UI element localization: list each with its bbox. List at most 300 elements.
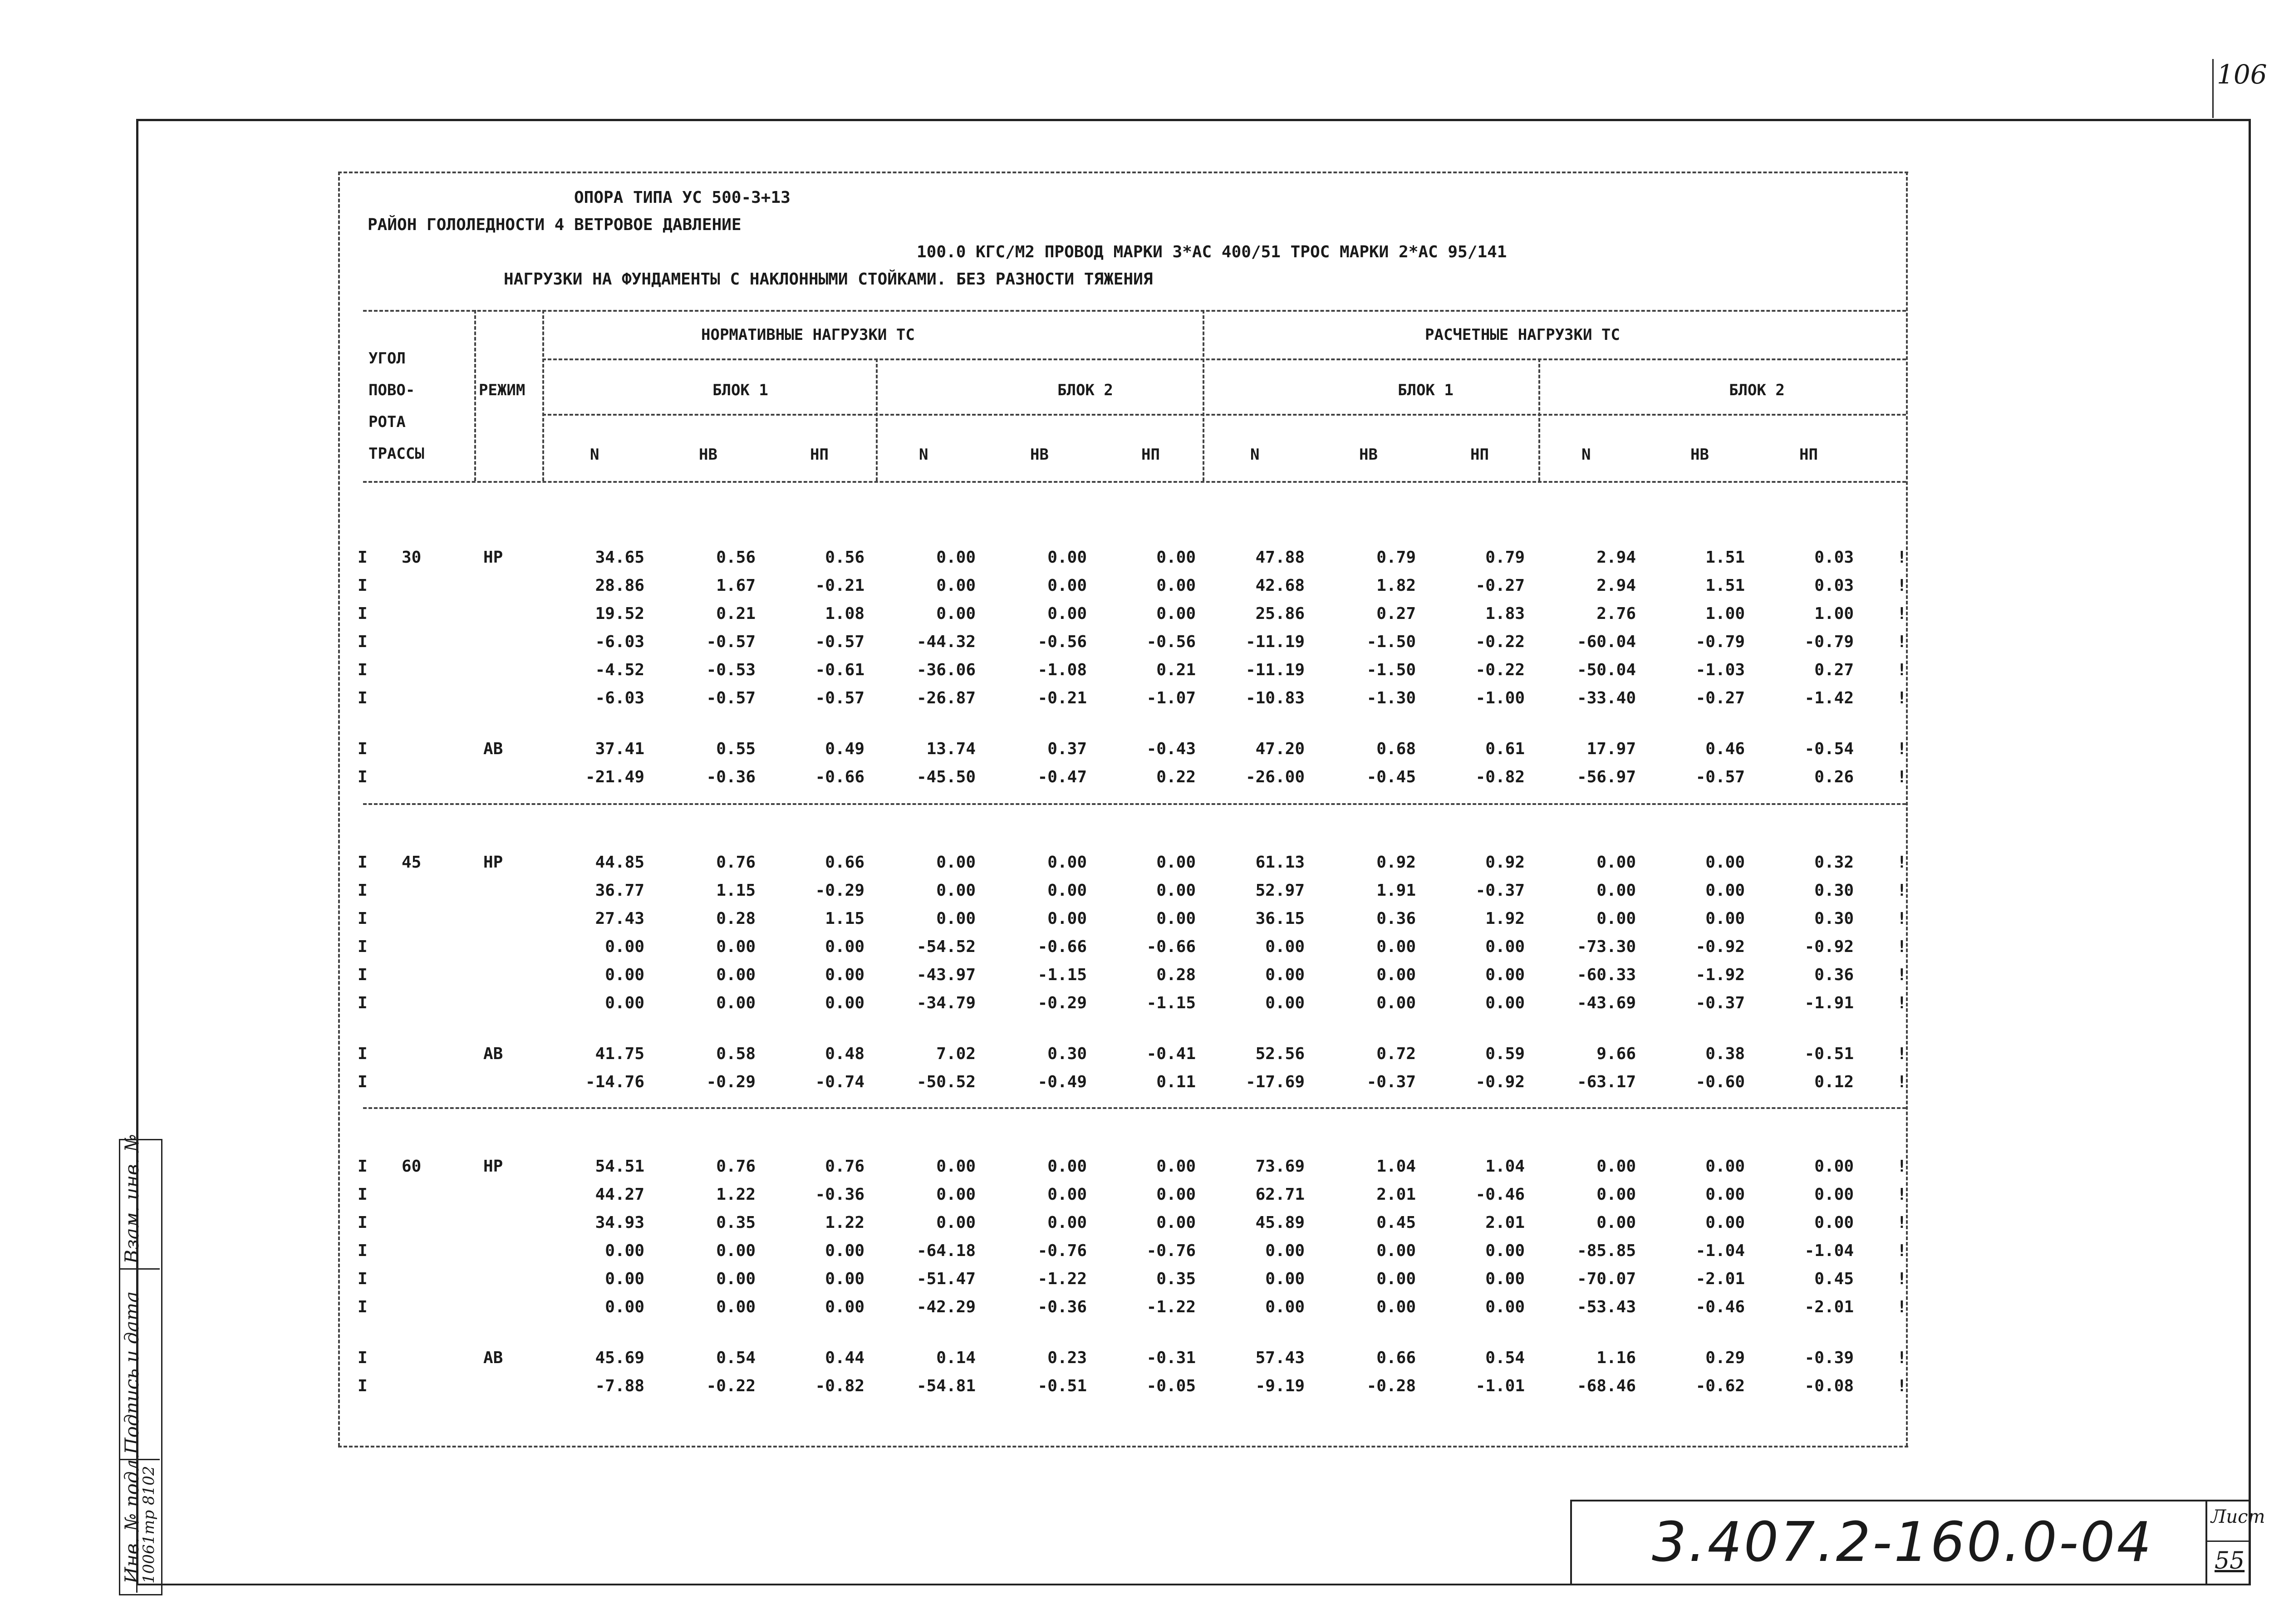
mode-value: АВ bbox=[483, 1045, 503, 1063]
row-left-bar: I bbox=[358, 548, 368, 567]
table-cell: 34.65 bbox=[595, 548, 644, 567]
table-cell: 0.00 bbox=[716, 1298, 756, 1316]
table-cell: 0.14 bbox=[936, 1349, 976, 1367]
table-cell: 0.54 bbox=[716, 1349, 756, 1367]
table-cell: 0.00 bbox=[1047, 881, 1087, 900]
table-cell: -1.03 bbox=[1695, 661, 1745, 679]
table-cell: 2.94 bbox=[1596, 576, 1636, 595]
table-cell: -0.29 bbox=[815, 881, 864, 900]
sub-col-1: N bbox=[590, 446, 599, 464]
table-cell: 0.00 bbox=[1376, 1298, 1416, 1316]
table-cell: -1.91 bbox=[1804, 994, 1854, 1012]
table-cell: 0.00 bbox=[936, 1213, 976, 1232]
table-cell: 0.00 bbox=[1047, 853, 1087, 872]
table-cell: 0.00 bbox=[1047, 1213, 1087, 1232]
table-cell: 25.86 bbox=[1255, 604, 1305, 623]
table-cell: -0.22 bbox=[1475, 633, 1525, 651]
row-right-bar: ! bbox=[1897, 1185, 1907, 1204]
table-cell: 0.48 bbox=[825, 1045, 864, 1063]
table-cell: -6.03 bbox=[595, 689, 644, 707]
table-cell: 1.92 bbox=[1485, 909, 1525, 928]
table-cell: 0.00 bbox=[716, 966, 756, 984]
table-cell: 41.75 bbox=[595, 1045, 644, 1063]
row-right-bar: ! bbox=[1897, 1349, 1907, 1367]
table-cell: -1.42 bbox=[1804, 689, 1854, 707]
table-cell: -0.66 bbox=[1037, 937, 1087, 956]
table-cell: 1.83 bbox=[1485, 604, 1525, 623]
table-cell: 0.00 bbox=[1047, 576, 1087, 595]
table-cell: 0.00 bbox=[716, 1241, 756, 1260]
table-cell: 0.00 bbox=[1376, 1241, 1416, 1260]
table-cell: 52.56 bbox=[1255, 1045, 1305, 1063]
row-right-bar: ! bbox=[1897, 1213, 1907, 1232]
table-cell: -21.49 bbox=[585, 768, 644, 786]
table-cell: -0.60 bbox=[1695, 1073, 1745, 1091]
table-cell: -60.33 bbox=[1577, 966, 1636, 984]
table-cell: 0.00 bbox=[825, 966, 864, 984]
row-right-bar: ! bbox=[1897, 548, 1907, 567]
angle-value: 60 bbox=[402, 1157, 422, 1176]
table-cell: 0.00 bbox=[1156, 1213, 1196, 1232]
table-cell: 0.00 bbox=[1814, 1157, 1854, 1176]
table-cell: 57.43 bbox=[1255, 1349, 1305, 1367]
table-cell: 0.37 bbox=[1047, 740, 1087, 758]
side-stamp-line bbox=[119, 1268, 160, 1270]
table-cell: 1.00 bbox=[1705, 604, 1745, 623]
mode-value: АВ bbox=[483, 1349, 503, 1367]
row-right-bar: ! bbox=[1897, 1073, 1907, 1091]
table-cell: 0.44 bbox=[825, 1349, 864, 1367]
table-cell: 0.00 bbox=[1265, 994, 1305, 1012]
table-cell: -6.03 bbox=[595, 633, 644, 651]
row-left-bar: I bbox=[358, 909, 368, 928]
row-left-bar: I bbox=[358, 1073, 368, 1091]
table-cell: 0.00 bbox=[1156, 1157, 1196, 1176]
table-cell: 1.04 bbox=[1376, 1157, 1416, 1176]
header-rule-3 bbox=[542, 414, 1906, 416]
table-cell: 45.89 bbox=[1255, 1213, 1305, 1232]
row-left-bar: I bbox=[358, 1377, 368, 1395]
table-cell: -2.01 bbox=[1804, 1298, 1854, 1316]
table-cell: 52.97 bbox=[1255, 881, 1305, 900]
col-angle-line-2: ПОВО- bbox=[368, 381, 415, 399]
sub-col-5: НВ bbox=[1030, 446, 1049, 464]
table-cell: -1.50 bbox=[1366, 661, 1416, 679]
table-cell: -70.07 bbox=[1577, 1270, 1636, 1288]
table-cell: -0.43 bbox=[1146, 740, 1196, 758]
table-cell: -0.79 bbox=[1695, 633, 1745, 651]
table-cell: -0.36 bbox=[706, 768, 756, 786]
row-left-bar: I bbox=[358, 1157, 368, 1176]
header-col-sep-2 bbox=[542, 310, 544, 481]
table-cell: 47.88 bbox=[1255, 548, 1305, 567]
header-bottom-rule bbox=[363, 481, 1906, 483]
frame-right-border bbox=[2249, 119, 2251, 1585]
table-cell: 0.76 bbox=[716, 853, 756, 872]
table-cell: 36.15 bbox=[1255, 909, 1305, 928]
table-cell: 1.51 bbox=[1705, 576, 1745, 595]
table-cell: -36.06 bbox=[916, 661, 976, 679]
table-cell: -4.52 bbox=[595, 661, 644, 679]
table-cell: 0.92 bbox=[1376, 853, 1416, 872]
row-right-bar: ! bbox=[1897, 937, 1907, 956]
table-cell: -11.19 bbox=[1245, 661, 1305, 679]
side-stamp-inv-label: Инв. № подл. bbox=[121, 1453, 143, 1584]
sub-col-7: N bbox=[1250, 446, 1260, 464]
table-cell: 0.00 bbox=[1047, 909, 1087, 928]
table-cell: 0.00 bbox=[1596, 1213, 1636, 1232]
table-cell: 0.68 bbox=[1376, 740, 1416, 758]
sheet-box-divider bbox=[2205, 1541, 2249, 1542]
table-cell: -14.76 bbox=[585, 1073, 644, 1091]
table-cell: -0.54 bbox=[1804, 740, 1854, 758]
table-cell: 0.45 bbox=[1376, 1213, 1416, 1232]
row-left-bar: I bbox=[358, 1185, 368, 1204]
col-normative-block-1: БЛОК 1 bbox=[712, 381, 768, 399]
table-cell: 0.38 bbox=[1705, 1045, 1745, 1063]
row-right-bar: ! bbox=[1897, 966, 1907, 984]
table-cell: 0.29 bbox=[1705, 1349, 1745, 1367]
table-cell: -45.50 bbox=[916, 768, 976, 786]
table-cell: 0.79 bbox=[1376, 548, 1416, 567]
table-cell: 1.16 bbox=[1596, 1349, 1636, 1367]
table-cell: 0.00 bbox=[605, 937, 644, 956]
table-cell: 0.00 bbox=[1156, 604, 1196, 623]
table-cell: -0.74 bbox=[815, 1073, 864, 1091]
table-cell: -51.47 bbox=[916, 1270, 976, 1288]
table-cell: 0.00 bbox=[936, 909, 976, 928]
table-cell: 0.59 bbox=[1485, 1045, 1525, 1063]
table-cell: 0.00 bbox=[1705, 853, 1745, 872]
document-code: 3.407.2-160.0-04 bbox=[1652, 1511, 2153, 1574]
table-cell: 0.00 bbox=[1265, 1270, 1305, 1288]
table-cell: -0.08 bbox=[1804, 1377, 1854, 1395]
table-cell: -85.85 bbox=[1577, 1241, 1636, 1260]
table-cell: 0.00 bbox=[1156, 881, 1196, 900]
table-cell: -0.92 bbox=[1695, 937, 1745, 956]
table-cell: 1.04 bbox=[1485, 1157, 1525, 1176]
table-cell: 0.00 bbox=[1705, 1213, 1745, 1232]
table-cell: 0.56 bbox=[716, 548, 756, 567]
printout-bottom-rule bbox=[338, 1446, 1908, 1447]
table-cell: -0.22 bbox=[1475, 661, 1525, 679]
table-cell: -1.01 bbox=[1475, 1377, 1525, 1395]
table-cell: -44.32 bbox=[916, 633, 976, 651]
table-cell: 0.00 bbox=[1376, 994, 1416, 1012]
table-cell: -54.81 bbox=[916, 1377, 976, 1395]
table-cell: -0.31 bbox=[1146, 1349, 1196, 1367]
table-cell: -0.66 bbox=[815, 768, 864, 786]
table-cell: -0.56 bbox=[1146, 633, 1196, 651]
side-stamp-sign-label: Подпись и дата bbox=[121, 1291, 143, 1454]
table-cell: 0.03 bbox=[1814, 576, 1854, 595]
row-right-bar: ! bbox=[1897, 576, 1907, 595]
table-cell: -54.52 bbox=[916, 937, 976, 956]
table-cell: 0.00 bbox=[825, 994, 864, 1012]
col-angle-line-3: РОТА bbox=[368, 413, 406, 431]
table-cell: 73.69 bbox=[1255, 1157, 1305, 1176]
table-cell: 0.12 bbox=[1814, 1073, 1854, 1091]
table-cell: -0.92 bbox=[1475, 1073, 1525, 1091]
angle-value: 45 bbox=[402, 853, 422, 872]
table-cell: 0.92 bbox=[1485, 853, 1525, 872]
table-cell: 0.00 bbox=[1485, 994, 1525, 1012]
side-stamp-replace-label: Взам. инв. № bbox=[121, 1134, 143, 1264]
table-cell: 0.21 bbox=[716, 604, 756, 623]
table-cell: -0.22 bbox=[706, 1377, 756, 1395]
printout-left-rule bbox=[338, 172, 340, 1447]
table-cell: 0.00 bbox=[936, 1157, 976, 1176]
table-cell: 0.00 bbox=[1156, 853, 1196, 872]
table-cell: 0.00 bbox=[1485, 937, 1525, 956]
table-cell: -56.97 bbox=[1577, 768, 1636, 786]
table-cell: -50.52 bbox=[916, 1073, 976, 1091]
angle-value: 30 bbox=[402, 548, 422, 567]
table-cell: 0.00 bbox=[936, 548, 976, 567]
table-cell: -1.15 bbox=[1146, 994, 1196, 1012]
table-cell: -26.87 bbox=[916, 689, 976, 707]
row-right-bar: ! bbox=[1897, 881, 1907, 900]
table-cell: -11.19 bbox=[1245, 633, 1305, 651]
table-cell: 0.00 bbox=[1156, 576, 1196, 595]
table-cell: 0.76 bbox=[716, 1157, 756, 1176]
table-cell: -0.51 bbox=[1037, 1377, 1087, 1395]
header-region: РАЙОН ГОЛОЛЕДНОСТИ 4 ВЕТРОВОЕ ДАВЛЕНИЕ bbox=[368, 216, 742, 234]
header-col-sep-4 bbox=[876, 358, 878, 481]
mode-value: НР bbox=[483, 548, 503, 567]
row-left-bar: I bbox=[358, 1045, 368, 1063]
table-cell: 0.28 bbox=[1156, 966, 1196, 984]
table-cell: 61.13 bbox=[1255, 853, 1305, 872]
row-left-bar: I bbox=[358, 633, 368, 651]
table-cell: 0.00 bbox=[1047, 1157, 1087, 1176]
row-left-bar: I bbox=[358, 1213, 368, 1232]
table-cell: 0.03 bbox=[1814, 548, 1854, 567]
table-cell: -0.05 bbox=[1146, 1377, 1196, 1395]
row-left-bar: I bbox=[358, 994, 368, 1012]
table-cell: -0.57 bbox=[706, 689, 756, 707]
row-left-bar: I bbox=[358, 1270, 368, 1288]
table-cell: -1.22 bbox=[1146, 1298, 1196, 1316]
table-cell: -53.43 bbox=[1577, 1298, 1636, 1316]
row-right-bar: ! bbox=[1897, 909, 1907, 928]
table-cell: 0.27 bbox=[1376, 604, 1416, 623]
row-left-bar: I bbox=[358, 740, 368, 758]
table-cell: -10.83 bbox=[1245, 689, 1305, 707]
table-cell: 1.91 bbox=[1376, 881, 1416, 900]
page-number-tick bbox=[2212, 59, 2214, 118]
table-cell: 13.74 bbox=[926, 740, 976, 758]
table-cell: 0.00 bbox=[1376, 1270, 1416, 1288]
table-cell: 54.51 bbox=[595, 1157, 644, 1176]
page-number: 106 bbox=[2217, 59, 2267, 90]
table-cell: 0.54 bbox=[1485, 1349, 1525, 1367]
header-col-sep-3 bbox=[1203, 310, 1204, 481]
table-cell: 0.22 bbox=[1156, 768, 1196, 786]
table-cell: -0.57 bbox=[815, 689, 864, 707]
group-separator-1 bbox=[363, 803, 1906, 805]
row-right-bar: ! bbox=[1897, 1157, 1907, 1176]
table-cell: 0.56 bbox=[825, 548, 864, 567]
table-cell: 0.00 bbox=[1705, 909, 1745, 928]
table-cell: 0.28 bbox=[716, 909, 756, 928]
sub-col-11: НВ bbox=[1690, 446, 1709, 464]
table-cell: -0.46 bbox=[1475, 1185, 1525, 1204]
sub-col-8: НВ bbox=[1359, 446, 1378, 464]
table-cell: -0.37 bbox=[1695, 994, 1745, 1012]
col-mode: РЕЖИМ bbox=[479, 381, 526, 399]
table-cell: 1.00 bbox=[1814, 604, 1854, 623]
table-cell: 0.30 bbox=[1814, 909, 1854, 928]
sub-col-3: НП bbox=[810, 446, 829, 464]
table-cell: -0.76 bbox=[1146, 1241, 1196, 1260]
col-design-loads: РАСЧЕТНЫЕ НАГРУЗКИ ТС bbox=[1425, 326, 1620, 344]
table-cell: 47.20 bbox=[1255, 740, 1305, 758]
col-angle-line-4: ТРАССЫ bbox=[368, 445, 424, 463]
table-cell: 37.41 bbox=[595, 740, 644, 758]
header-support-type: ОПОРА ТИПА УС 500-3+13 bbox=[574, 188, 791, 207]
table-cell: -63.17 bbox=[1577, 1073, 1636, 1091]
printout-top-rule bbox=[338, 172, 1908, 173]
table-cell: 0.27 bbox=[1814, 661, 1854, 679]
table-cell: -0.82 bbox=[815, 1377, 864, 1395]
table-cell: 0.00 bbox=[1376, 937, 1416, 956]
table-cell: 0.00 bbox=[825, 1270, 864, 1288]
row-left-bar: I bbox=[358, 689, 368, 707]
table-cell: -60.04 bbox=[1577, 633, 1636, 651]
table-cell: -1.04 bbox=[1804, 1241, 1854, 1260]
table-cell: 0.00 bbox=[1047, 604, 1087, 623]
table-cell: -0.76 bbox=[1037, 1241, 1087, 1260]
table-cell: -1.04 bbox=[1695, 1241, 1745, 1260]
table-cell: 1.15 bbox=[825, 909, 864, 928]
table-cell: 0.00 bbox=[716, 994, 756, 1012]
table-cell: 19.52 bbox=[595, 604, 644, 623]
table-cell: 0.26 bbox=[1814, 768, 1854, 786]
table-cell: -0.27 bbox=[1695, 689, 1745, 707]
table-cell: -43.97 bbox=[916, 966, 976, 984]
table-cell: 0.66 bbox=[1376, 1349, 1416, 1367]
table-cell: 0.72 bbox=[1376, 1045, 1416, 1063]
table-cell: -1.15 bbox=[1037, 966, 1087, 984]
table-cell: 0.00 bbox=[1596, 881, 1636, 900]
table-cell: 0.00 bbox=[825, 937, 864, 956]
table-cell: 0.76 bbox=[825, 1157, 864, 1176]
table-cell: 0.30 bbox=[1814, 881, 1854, 900]
table-cell: -0.79 bbox=[1804, 633, 1854, 651]
table-cell: 0.00 bbox=[605, 1298, 644, 1316]
table-cell: 0.21 bbox=[1156, 661, 1196, 679]
table-cell: 0.00 bbox=[1485, 1298, 1525, 1316]
table-cell: 28.86 bbox=[595, 576, 644, 595]
table-cell: 0.49 bbox=[825, 740, 864, 758]
mode-value: НР bbox=[483, 1157, 503, 1176]
header-wire: 100.0 КГС/М2 ПРОВОД МАРКИ 3*АС 400/51 ТРОС МАРКИ 2*АС 95/141 bbox=[917, 243, 1507, 261]
header-loads-title: НАГРУЗКИ НА ФУНДАМЕНТЫ С НАКЛОННЫМИ СТОЙКАМИ. БЕЗ РАЗНОСТИ ТЯЖЕНИЯ bbox=[504, 270, 1153, 289]
col-angle-line-1: УГОЛ bbox=[368, 349, 406, 368]
table-cell: -1.50 bbox=[1366, 633, 1416, 651]
table-cell: 0.00 bbox=[1814, 1185, 1854, 1204]
table-cell: 44.85 bbox=[595, 853, 644, 872]
table-cell: 44.27 bbox=[595, 1185, 644, 1204]
table-cell: 0.61 bbox=[1485, 740, 1525, 758]
row-right-bar: ! bbox=[1897, 768, 1907, 786]
table-cell: 0.55 bbox=[716, 740, 756, 758]
table-cell: 0.00 bbox=[1596, 853, 1636, 872]
table-cell: 0.00 bbox=[1814, 1213, 1854, 1232]
table-cell: 1.67 bbox=[716, 576, 756, 595]
col-design-block-2: БЛОК 2 bbox=[1729, 381, 1785, 399]
table-cell: -0.36 bbox=[1037, 1298, 1087, 1316]
table-cell: 2.01 bbox=[1376, 1185, 1416, 1204]
table-cell: 0.00 bbox=[1596, 1185, 1636, 1204]
mode-value: АВ bbox=[483, 740, 503, 758]
row-right-bar: ! bbox=[1897, 633, 1907, 651]
table-cell: -0.46 bbox=[1695, 1298, 1745, 1316]
table-cell: -0.66 bbox=[1146, 937, 1196, 956]
row-left-bar: I bbox=[358, 661, 368, 679]
table-cell: 0.00 bbox=[1265, 937, 1305, 956]
row-left-bar: I bbox=[358, 966, 368, 984]
group-separator-2 bbox=[363, 1107, 1906, 1109]
table-cell: 62.71 bbox=[1255, 1185, 1305, 1204]
row-right-bar: ! bbox=[1897, 1270, 1907, 1288]
table-cell: 0.79 bbox=[1485, 548, 1525, 567]
table-cell: 1.22 bbox=[825, 1213, 864, 1232]
table-cell: 0.00 bbox=[1265, 1298, 1305, 1316]
table-cell: -0.37 bbox=[1366, 1073, 1416, 1091]
sub-col-2: НВ bbox=[699, 446, 717, 464]
table-cell: -0.62 bbox=[1695, 1377, 1745, 1395]
table-cell: -0.61 bbox=[815, 661, 864, 679]
table-cell: -0.51 bbox=[1804, 1045, 1854, 1063]
header-rule-2 bbox=[542, 358, 1906, 360]
row-right-bar: ! bbox=[1897, 740, 1907, 758]
table-cell: 0.00 bbox=[1596, 909, 1636, 928]
table-cell: -1.00 bbox=[1475, 689, 1525, 707]
table-cell: 0.00 bbox=[825, 1298, 864, 1316]
sub-col-4: N bbox=[919, 446, 928, 464]
table-cell: 0.35 bbox=[716, 1213, 756, 1232]
table-cell: 0.36 bbox=[1814, 966, 1854, 984]
table-cell: 0.00 bbox=[1047, 1185, 1087, 1204]
table-cell: 0.30 bbox=[1047, 1045, 1087, 1063]
table-cell: 0.00 bbox=[1156, 548, 1196, 567]
table-cell: -42.29 bbox=[916, 1298, 976, 1316]
table-cell: -73.30 bbox=[1577, 937, 1636, 956]
row-right-bar: ! bbox=[1897, 1045, 1907, 1063]
table-cell: -43.69 bbox=[1577, 994, 1636, 1012]
table-cell: 0.00 bbox=[936, 1185, 976, 1204]
row-right-bar: ! bbox=[1897, 853, 1907, 872]
table-cell: -64.18 bbox=[916, 1241, 976, 1260]
row-left-bar: I bbox=[358, 937, 368, 956]
table-cell: -1.07 bbox=[1146, 689, 1196, 707]
sheet-label: Лист bbox=[2211, 1506, 2265, 1527]
table-cell: 0.00 bbox=[1376, 966, 1416, 984]
table-cell: -9.19 bbox=[1255, 1377, 1305, 1395]
table-cell: 0.00 bbox=[605, 994, 644, 1012]
table-cell: -0.27 bbox=[1475, 576, 1525, 595]
table-cell: -0.37 bbox=[1475, 881, 1525, 900]
table-cell: 0.00 bbox=[936, 604, 976, 623]
table-cell: -0.28 bbox=[1366, 1377, 1416, 1395]
frame-top-border bbox=[136, 119, 2251, 121]
table-cell: -0.29 bbox=[1037, 994, 1087, 1012]
table-cell: 9.66 bbox=[1596, 1045, 1636, 1063]
table-cell: 0.00 bbox=[605, 966, 644, 984]
table-cell: -0.49 bbox=[1037, 1073, 1087, 1091]
